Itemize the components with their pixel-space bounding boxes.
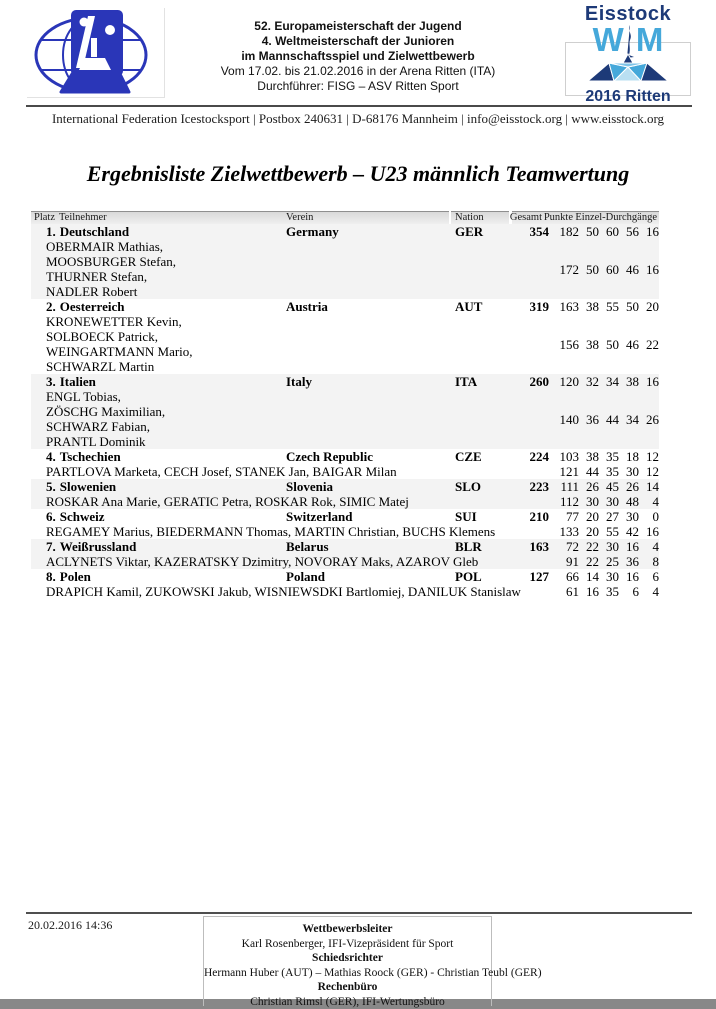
- club-name: Poland: [286, 569, 455, 584]
- event-line: Vom 17.02. bis 21.02.2016 in der Arena Ritten (ITA): [0, 64, 716, 79]
- table-row: [31, 299, 659, 374]
- team-name: Deutschland: [60, 224, 129, 239]
- table-row: [31, 374, 659, 449]
- col-platz: Platz: [34, 211, 55, 224]
- total-points: 224: [516, 449, 549, 464]
- nation-code: AUT: [455, 299, 516, 314]
- federation-line: International Federation Icestocksport | Postbox 240631 | D-68176 Mannheim | info@eisstock.org | www.eisstock.org: [0, 111, 716, 127]
- official-role: Schiedsrichter: [204, 951, 491, 966]
- nation-code: BLR: [455, 539, 516, 554]
- points-series-2: 140 36 44 34 26: [549, 412, 659, 427]
- rank: 8.: [46, 569, 56, 584]
- points-series-1: 120 32 34 38 16: [549, 374, 659, 389]
- total-points: 319: [516, 299, 549, 314]
- wm-letters: W M: [559, 25, 697, 57]
- col-einzel: Einzel-Durchgänge: [575, 211, 657, 224]
- total-points: 354: [516, 224, 549, 239]
- player-line: ZÖSCHG Maximilian,: [46, 404, 286, 419]
- team-name: Slowenien: [60, 479, 116, 494]
- table-header: [31, 211, 659, 224]
- nation-code: SLO: [455, 479, 516, 494]
- club-name: Belarus: [286, 539, 455, 554]
- player-line: SOLBOECK Patrick,: [46, 329, 286, 344]
- official-role: Wettbewerbsleiter: [204, 922, 491, 937]
- nation-code: ITA: [455, 374, 516, 389]
- table-row: [31, 539, 659, 569]
- player-line: REGAMEY Marius, BIEDERMANN Thomas, MARTIN Christian, BUCHS Klemens: [46, 524, 286, 539]
- results-table: [31, 211, 659, 599]
- club-name: Germany: [286, 224, 455, 239]
- page-title: Ergebnisliste Zielwettbewerb – U23 männlich Teamwertung: [0, 161, 716, 187]
- player-line: ACLYNETS Viktar, KAZERATSKY Dzimitry, NOVORAY Maks, AZAROV Gleb: [46, 554, 286, 569]
- col-verein: Verein: [286, 211, 313, 224]
- club-name: Italy: [286, 374, 455, 389]
- nation-code: POL: [455, 569, 516, 584]
- rank: 4.: [46, 449, 56, 464]
- points-series-2: 133 20 55 42 16: [549, 524, 659, 539]
- team-name: Tschechien: [60, 449, 121, 464]
- print-date: 20.02.2016 14:36: [28, 918, 112, 933]
- official-role: Rechenbüro: [204, 980, 491, 995]
- points-series-2: 61 16 35 6 4: [549, 584, 659, 599]
- table-row: [31, 224, 659, 299]
- player-line: KRONEWETTER Kevin,: [46, 314, 286, 329]
- player-line: DRAPICH Kamil, ZUKOWSKI Jakub, WISNIEWSDKI Bartlomiej, DANILUK Stanislaw: [46, 584, 286, 599]
- club-name: Switzerland: [286, 509, 455, 524]
- player-line: PRANTL Dominik: [46, 434, 286, 449]
- stock-polygon-icon: [559, 53, 697, 88]
- total-points: 163: [516, 539, 549, 554]
- nation-code: CZE: [455, 449, 516, 464]
- table-row: [31, 479, 659, 509]
- player-line: MOOSBURGER Stefan,: [46, 254, 286, 269]
- table-row: [31, 569, 659, 599]
- table-row: [31, 449, 659, 479]
- rank: 6.: [46, 509, 56, 524]
- team-name: Oesterreich: [60, 299, 125, 314]
- total-points: 210: [516, 509, 549, 524]
- logo-title: Eisstock: [559, 3, 697, 25]
- player-line: NADLER Robert: [46, 284, 286, 299]
- points-series-1: 66 14 30 16 6: [549, 569, 659, 584]
- points-series-2: 121 44 35 30 12: [549, 464, 659, 479]
- player-line: ROSKAR Ana Marie, GERATIC Petra, ROSKAR Rok, SIMIC Matej: [46, 494, 286, 509]
- nation-code: SUI: [455, 509, 516, 524]
- player-line: THURNER Stefan,: [46, 269, 286, 284]
- points-series-1: 111 26 45 26 14: [549, 479, 659, 494]
- header-divider: [26, 105, 692, 107]
- club-name: Slovenia: [286, 479, 455, 494]
- team-name: Italien: [60, 374, 96, 389]
- official-names: Karl Rosenberger, IFI-Vizepräsident für Sport: [204, 937, 491, 952]
- total-points: 223: [516, 479, 549, 494]
- points-series-1: 103 38 35 18 12: [549, 449, 659, 464]
- player-line: PARTLOVA Marketa, CECH Josef, STANEK Jan, BAIGAR Milan: [46, 464, 286, 479]
- officials-box: [203, 916, 492, 1006]
- rank: 2.: [46, 299, 56, 314]
- points-series-2: 91 22 25 36 8: [549, 554, 659, 569]
- footer-divider: [26, 912, 692, 914]
- col-gesamt: Gesamt: [510, 211, 542, 224]
- points-series-1: 182 50 60 56 16: [549, 224, 659, 239]
- eisstock-wm-logo: [559, 3, 697, 97]
- event-line: im Mannschaftsspiel und Zielwettbewerb: [0, 49, 716, 64]
- rank: 5.: [46, 479, 56, 494]
- points-series-1: 77 20 27 30 0: [549, 509, 659, 524]
- player-line: OBERMAIR Mathias,: [46, 239, 286, 254]
- rank: 3.: [46, 374, 56, 389]
- team-name: Weißrussland: [60, 539, 137, 554]
- points-series-2: 156 38 50 46 22: [549, 337, 659, 352]
- col-teilnehmer: Teilnehmer: [59, 211, 107, 224]
- official-names: Hermann Huber (AUT) – Mathias Roock (GER) - Christian Teubl (GER): [204, 966, 491, 981]
- total-points: 260: [516, 374, 549, 389]
- logo-subtitle: 2016 Ritten: [559, 88, 697, 106]
- player-line: ENGL Tobias,: [46, 389, 286, 404]
- col-nation: Nation: [455, 211, 484, 224]
- total-points: 127: [516, 569, 549, 584]
- event-line: Durchführer: FISG – ASV Ritten Sport: [0, 79, 716, 94]
- club-name: Austria: [286, 299, 455, 314]
- event-line: 4. Weltmeisterschaft der Junioren: [0, 34, 716, 49]
- points-series-1: 163 38 55 50 20: [549, 299, 659, 314]
- table-row: [31, 509, 659, 539]
- club-name: Czech Republic: [286, 449, 455, 464]
- col-punkte: Punkte: [544, 211, 573, 224]
- player-line: SCHWARZL Martin: [46, 359, 286, 374]
- points-series-1: 72 22 30 16 4: [549, 539, 659, 554]
- official-names: Christian Rimsl (GER), IFI-Wertungsbüro: [204, 995, 491, 1009]
- team-name: Polen: [60, 569, 91, 584]
- player-line: WEINGARTMANN Mario,: [46, 344, 286, 359]
- rank: 7.: [46, 539, 56, 554]
- nation-code: GER: [455, 224, 516, 239]
- points-series-2: 172 50 60 46 16: [549, 262, 659, 277]
- rank: 1.: [46, 224, 56, 239]
- player-line: SCHWARZ Fabian,: [46, 419, 286, 434]
- event-line: 52. Europameisterschaft der Jugend: [0, 19, 716, 34]
- team-name: Schweiz: [60, 509, 105, 524]
- points-series-2: 112 30 30 48 4: [549, 494, 659, 509]
